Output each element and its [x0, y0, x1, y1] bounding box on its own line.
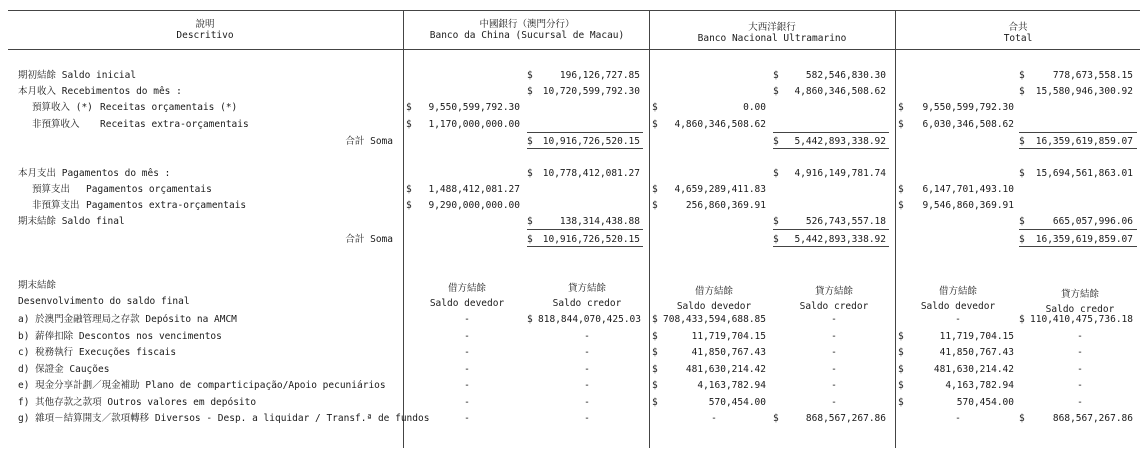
dash-cell: -: [464, 380, 470, 391]
total-soma-2: 16,359,619,859.07: [1035, 234, 1133, 245]
bnu-sum-rule-1: [773, 132, 889, 133]
total-credor-pt: Saldo credor: [1045, 304, 1115, 315]
total-devedor-zh: 借方結餘: [938, 286, 978, 297]
bnu-soma-2: 5,442,893,338.92: [794, 234, 886, 245]
currency-sign: $: [1019, 413, 1025, 424]
dash-cell: -: [831, 380, 837, 391]
bnu-credor-zh: 貸方結餘: [814, 286, 854, 297]
currency-sign: $: [773, 234, 779, 245]
total-saldo-inicial: 778,673,558.15: [1052, 70, 1133, 81]
dash-cell: -: [831, 347, 837, 358]
label-receitas-orc-pt: Receitas orçamentais (*): [100, 102, 238, 113]
currency-sign: $: [527, 168, 533, 179]
label-recebimentos: 本月收入 Recebimentos do mês :: [18, 86, 182, 97]
amount-cell: 481,630,214.42: [685, 364, 766, 375]
label-pag-orc-pt: Pagamentos orçamentais: [86, 184, 212, 195]
currency-sign: $: [898, 397, 904, 408]
currency-sign: $: [773, 413, 779, 424]
boc-saldo-final: 138,314,438.88: [559, 216, 640, 227]
header-boc-pt: Banco da China (Sucursal de Macau): [429, 30, 625, 41]
label-pag-extra-pt: Pagamentos extra-orçamentais: [86, 200, 247, 211]
amount-cell: 570,454.00: [708, 397, 766, 408]
total-sum-rule-1b: [1019, 148, 1137, 149]
bnu-saldo-inicial: 582,546,830.30: [805, 70, 886, 81]
total-saldo-final: 665,057,996.06: [1052, 216, 1133, 227]
amount-cell: 570,454.00: [956, 397, 1014, 408]
label-saldo-final: 期末結餘 Saldo final: [18, 216, 125, 227]
currency-sign: $: [773, 136, 779, 147]
currency-sign: $: [527, 86, 533, 97]
bnu-pag-orc: 4,659,289,411.83: [674, 184, 766, 195]
amount-cell: 4,163,782.94: [945, 380, 1014, 391]
section2-row-label: a) 於澳門金融管理局之存款 Depósito na AMCM: [18, 314, 237, 325]
amount-cell: 41,850,767.43: [691, 347, 766, 358]
dash-cell: -: [955, 314, 961, 325]
section2-row-label: g) 雜項－結算開支／款項轉移 Diversos - Desp. a liquidar / Transf.ª de fundos: [18, 413, 430, 424]
currency-sign: $: [898, 380, 904, 391]
total-sum-rule-2: [1019, 229, 1137, 230]
currency-sign: $: [898, 364, 904, 375]
currency-sign: $: [898, 200, 904, 211]
section2-row-label: c) 稅務執行 Execuções fiscais: [18, 347, 177, 358]
currency-sign: $: [1019, 314, 1025, 325]
amount-cell: 868,567,267.86: [1052, 413, 1133, 424]
label-pag-extra-zh: 非預算支出: [32, 200, 80, 211]
bnu-sum-rule-2b: [773, 246, 889, 247]
currency-sign: $: [652, 119, 658, 130]
label-receitas-extra-zh: 非預算收入: [32, 119, 80, 130]
dash-cell: -: [584, 347, 590, 358]
currency-sign: $: [1019, 86, 1025, 97]
header-divider: [8, 49, 1140, 50]
dash-cell: -: [464, 331, 470, 342]
header-boc-zh: 中國銀行（澳門分行）: [479, 19, 575, 30]
dash-cell: -: [464, 364, 470, 375]
header-descritivo-zh: 說明: [195, 19, 215, 30]
bnu-receitas-orc: 0.00: [743, 102, 766, 113]
label-pagamentos: 本月支出 Pagamentos do mês :: [18, 168, 171, 179]
amount-cell: 11,719,704.15: [691, 331, 766, 342]
boc-credor-zh: 貸方結餘: [567, 283, 607, 294]
currency-sign: $: [773, 70, 779, 81]
boc-sum-rule-1b: [527, 148, 643, 149]
dash-cell: -: [831, 314, 837, 325]
header-bnu-pt: Banco Nacional Ultramarino: [697, 33, 847, 44]
dash-cell: -: [584, 331, 590, 342]
currency-sign: $: [1019, 216, 1025, 227]
boc-devedor-zh: 借方結餘: [447, 283, 487, 294]
dash-cell: -: [1077, 331, 1083, 342]
currency-sign: $: [527, 216, 533, 227]
currency-sign: $: [652, 364, 658, 375]
boc-pag-extra: 9,290,000,000.00: [428, 200, 520, 211]
dash-cell: -: [831, 331, 837, 342]
amount-cell: 11,719,704.15: [939, 331, 1014, 342]
bnu-soma-1: 5,442,893,338.92: [794, 136, 886, 147]
currency-sign: $: [652, 314, 658, 325]
dash-cell: -: [464, 413, 470, 424]
currency-sign: $: [652, 102, 658, 113]
boc-saldo-inicial: 196,126,727.85: [559, 70, 640, 81]
bnu-sum-rule-1b: [773, 148, 889, 149]
header-total-pt: Total: [1003, 33, 1033, 44]
amount-cell: 481,630,214.42: [933, 364, 1014, 375]
currency-sign: $: [1019, 136, 1025, 147]
boc-pagamentos: 10,778,412,081.27: [542, 168, 640, 179]
bnu-saldo-final: 526,743,557.18: [805, 216, 886, 227]
currency-sign: $: [773, 86, 779, 97]
section2-row-label: f) 其他存款之款項 Outros valores em depósito: [18, 397, 257, 408]
boc-recebimentos: 10,720,599,792.30: [542, 86, 640, 97]
bnu-recebimentos: 4,860,346,508.62: [794, 86, 886, 97]
total-devedor-pt: Saldo devedor: [920, 301, 996, 312]
boc-sum-rule-1: [527, 132, 643, 133]
currency-sign: $: [652, 200, 658, 211]
col-divider-3: [895, 10, 896, 448]
label-receitas-orc-zh: 預算收入 (*): [32, 102, 93, 113]
header-bnu-zh: 大西洋銀行: [748, 22, 796, 33]
bnu-sum-rule-2: [773, 229, 889, 230]
dash-cell: -: [464, 347, 470, 358]
currency-sign: $: [773, 168, 779, 179]
boc-pag-orc: 1,488,412,081.27: [428, 184, 520, 195]
section2-row-label: d) 保證金 Cauções: [18, 364, 110, 375]
label-saldo-inicial: 期初結餘 Saldo inicial: [18, 70, 137, 81]
boc-sum-rule-2b: [527, 246, 643, 247]
label-soma-2: 合計 Soma: [345, 234, 393, 245]
dash-cell: -: [711, 413, 717, 424]
currency-sign: $: [1019, 234, 1025, 245]
currency-sign: $: [898, 102, 904, 113]
dash-cell: -: [584, 413, 590, 424]
dash-cell: -: [1077, 364, 1083, 375]
dash-cell: -: [464, 314, 470, 325]
dash-cell: -: [1077, 380, 1083, 391]
boc-soma-1: 10,916,726,520.15: [542, 136, 640, 147]
boc-receitas-orc: 9,550,599,792.30: [428, 102, 520, 113]
currency-sign: $: [406, 102, 412, 113]
dash-cell: -: [584, 380, 590, 391]
boc-receitas-extra: 1,170,000,000.00: [428, 119, 520, 130]
total-pag-extra: 9,546,860,369.91: [922, 200, 1014, 211]
boc-devedor-pt: Saldo devedor: [429, 298, 505, 309]
amount-cell: 41,850,767.43: [939, 347, 1014, 358]
header-total-zh: 合共: [1008, 22, 1028, 33]
amount-cell: 110,410,475,736.18: [1030, 314, 1133, 325]
currency-sign: $: [898, 184, 904, 195]
bnu-devedor-zh: 借方結餘: [694, 286, 734, 297]
label-receitas-extra-pt: Receitas extra-orçamentais: [100, 119, 249, 130]
currency-sign: $: [527, 314, 533, 325]
currency-sign: $: [1019, 70, 1025, 81]
top-border: [8, 10, 1140, 11]
col-divider-2: [649, 10, 650, 448]
header-descritivo-pt: Descritivo: [176, 30, 234, 41]
section2-row-label: e) 現金分享計劃／現金補助 Plano de comparticipação/Apoio pecuniários: [18, 380, 386, 391]
boc-sum-rule-2: [527, 229, 643, 230]
section2-row-label: b) 薪俸扣除 Descontos nos vencimentos: [18, 331, 222, 342]
currency-sign: $: [652, 397, 658, 408]
currency-sign: $: [652, 331, 658, 342]
dash-cell: -: [1077, 397, 1083, 408]
dash-cell: -: [831, 364, 837, 375]
total-soma-1: 16,359,619,859.07: [1035, 136, 1133, 147]
amount-cell: 708,433,594,688.85: [663, 314, 766, 325]
dash-cell: -: [831, 397, 837, 408]
currency-sign: $: [527, 70, 533, 81]
currency-sign: $: [406, 200, 412, 211]
col-divider-1: [403, 10, 404, 448]
currency-sign: $: [527, 136, 533, 147]
amount-cell: 4,163,782.94: [697, 380, 766, 391]
dash-cell: -: [584, 397, 590, 408]
currency-sign: $: [527, 234, 533, 245]
total-pagamentos: 15,694,561,863.01: [1035, 168, 1133, 179]
total-sum-rule-1: [1019, 132, 1137, 133]
total-sum-rule-2b: [1019, 246, 1137, 247]
currency-sign: $: [1019, 168, 1025, 179]
total-receitas-orc: 9,550,599,792.30: [922, 102, 1014, 113]
bnu-devedor-pt: Saldo devedor: [676, 301, 752, 312]
currency-sign: $: [898, 331, 904, 342]
boc-soma-2: 10,916,726,520.15: [542, 234, 640, 245]
currency-sign: $: [652, 347, 658, 358]
boc-credor-pt: Saldo credor: [552, 298, 622, 309]
currency-sign: $: [406, 184, 412, 195]
section2-title-pt: Desenvolvimento do saldo final: [18, 296, 190, 307]
dash-cell: -: [955, 413, 961, 424]
currency-sign: $: [652, 184, 658, 195]
dash-cell: -: [584, 364, 590, 375]
bnu-pagamentos: 4,916,149,781.74: [794, 168, 886, 179]
bnu-pag-extra: 256,860,369.91: [685, 200, 766, 211]
currency-sign: $: [652, 380, 658, 391]
bnu-receitas-extra: 4,860,346,508.62: [674, 119, 766, 130]
total-credor-zh: 貸方結餘: [1060, 289, 1100, 300]
currency-sign: $: [898, 119, 904, 130]
amount-cell: 868,567,267.86: [805, 413, 886, 424]
dash-cell: -: [1077, 347, 1083, 358]
currency-sign: $: [773, 216, 779, 227]
currency-sign: $: [898, 347, 904, 358]
label-soma-1: 合計 Soma: [345, 136, 393, 147]
currency-sign: $: [406, 119, 412, 130]
section2-title-zh: 期末結餘: [18, 280, 57, 291]
label-pag-orc-zh: 預算支出: [32, 184, 71, 195]
amount-cell: 818,844,070,425.03: [538, 314, 641, 325]
dash-cell: -: [464, 397, 470, 408]
total-pag-orc: 6,147,701,493.10: [922, 184, 1014, 195]
total-recebimentos: 15,580,946,300.92: [1035, 86, 1133, 97]
total-receitas-extra: 6,030,346,508.62: [922, 119, 1014, 130]
bnu-credor-pt: Saldo credor: [799, 301, 869, 312]
